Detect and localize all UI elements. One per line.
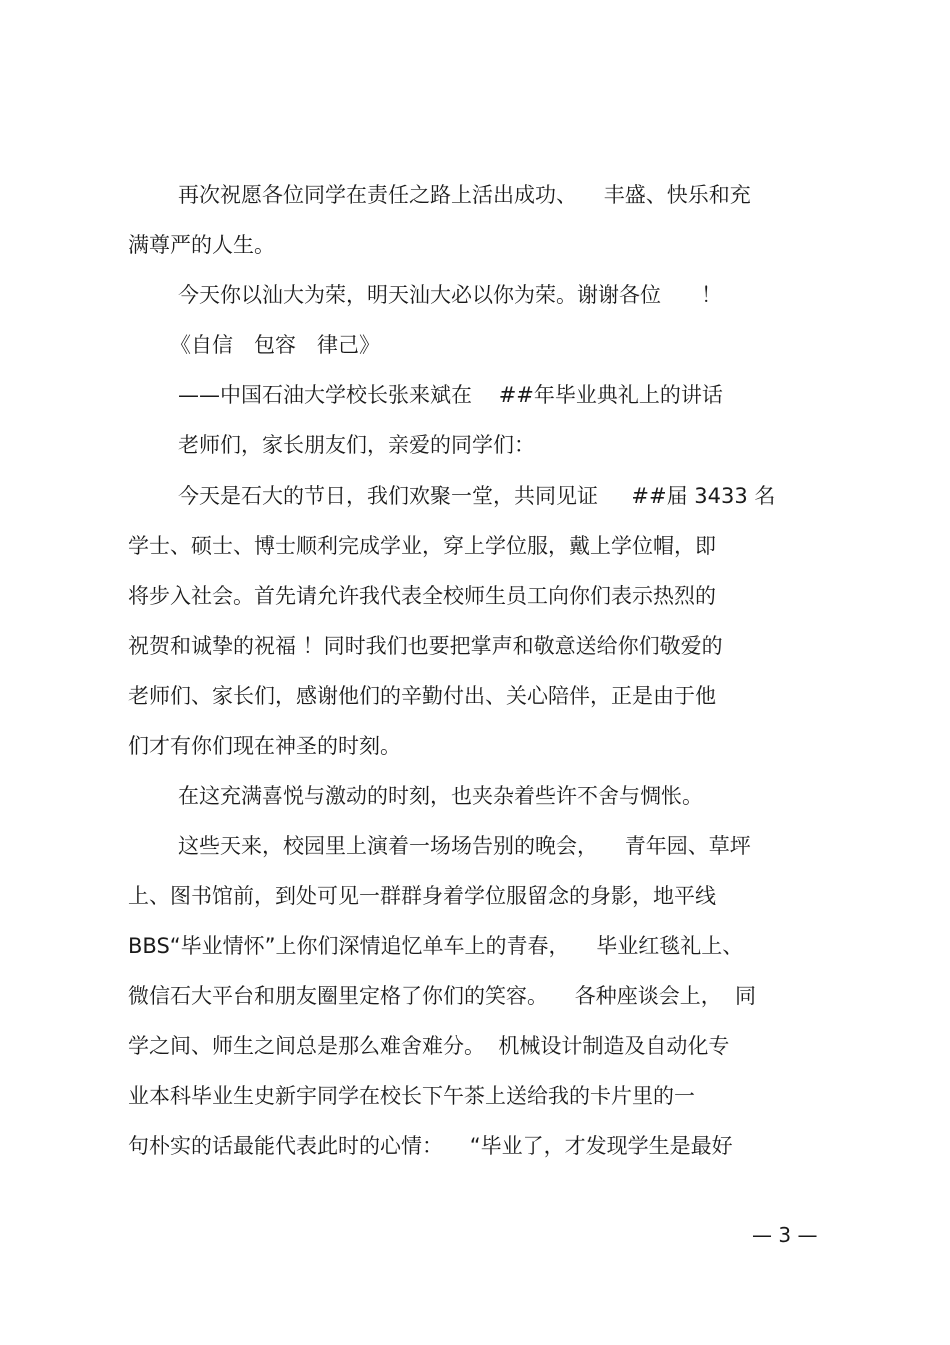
text-line: 学士、硕士、博士顺利完成学业，穿上学位服，戴上学位帽，即 xyxy=(128,534,716,558)
text-line: 今天你以汕大为荣，明天汕大必以你为荣。谢谢各位 ！ xyxy=(178,283,723,307)
text-line: 业本科毕业生史新宇同学在校长下午茶上送给我的卡片里的一 xyxy=(128,1084,695,1108)
section-title: 《自信 包容 律己》 xyxy=(170,333,380,357)
text-line: 满尊严的人生。 xyxy=(128,233,275,257)
text-line: 这些天来，校园里上演着一场场告别的晚会， 青年园、草坪 xyxy=(178,834,751,858)
text-line: 在这充满喜悦与激动的时刻，也夹杂着些许不舍与惆怅。 xyxy=(178,784,703,808)
text-line: 句朴实的话最能代表此时的心情： “毕业了，才发现学生是最好 xyxy=(128,1134,733,1158)
text-line: 再次祝愿各位同学在责任之路上活出成功、 丰盛、快乐和充 xyxy=(178,183,751,207)
text-line: 祝贺和诚挚的祝福 ！同时我们也要把掌声和敬意送给你们敬爱的 xyxy=(128,634,723,658)
text-line: BBS“毕业情怀”上你们深情追忆单车上的青春， 毕业红毯礼上、 xyxy=(128,934,744,958)
page-number: — 3 — xyxy=(752,1223,818,1247)
text-line: 学之间、师生之间总是那么难舍难分。 机械设计制造及自动化专 xyxy=(128,1034,730,1058)
text-line: 上、图书馆前，到处可见一群群身着学位服留念的身影，地平线 xyxy=(128,884,716,908)
text-line: 将步入社会。首先请允许我代表全校师生员工向你们表示热烈的 xyxy=(128,584,716,608)
text-line: 老师们、家长们，感谢他们的辛勤付出、关心陪伴，正是由于他 xyxy=(128,684,716,708)
text-line: 微信石大平台和朋友圈里定格了你们的笑容。 各种座谈会上， 同 xyxy=(128,984,757,1008)
section-subtitle: ——中国石油大学校长张来斌在 ##年毕业典礼上的讲话 xyxy=(178,383,723,407)
text-line: 们才有你们现在神圣的时刻。 xyxy=(128,734,401,758)
salutation: 老师们，家长朋友们，亲爱的同学们： xyxy=(178,433,535,457)
text-line: 今天是石大的节日，我们欢聚一堂，共同见证 ##届 3433 名 xyxy=(178,484,776,508)
